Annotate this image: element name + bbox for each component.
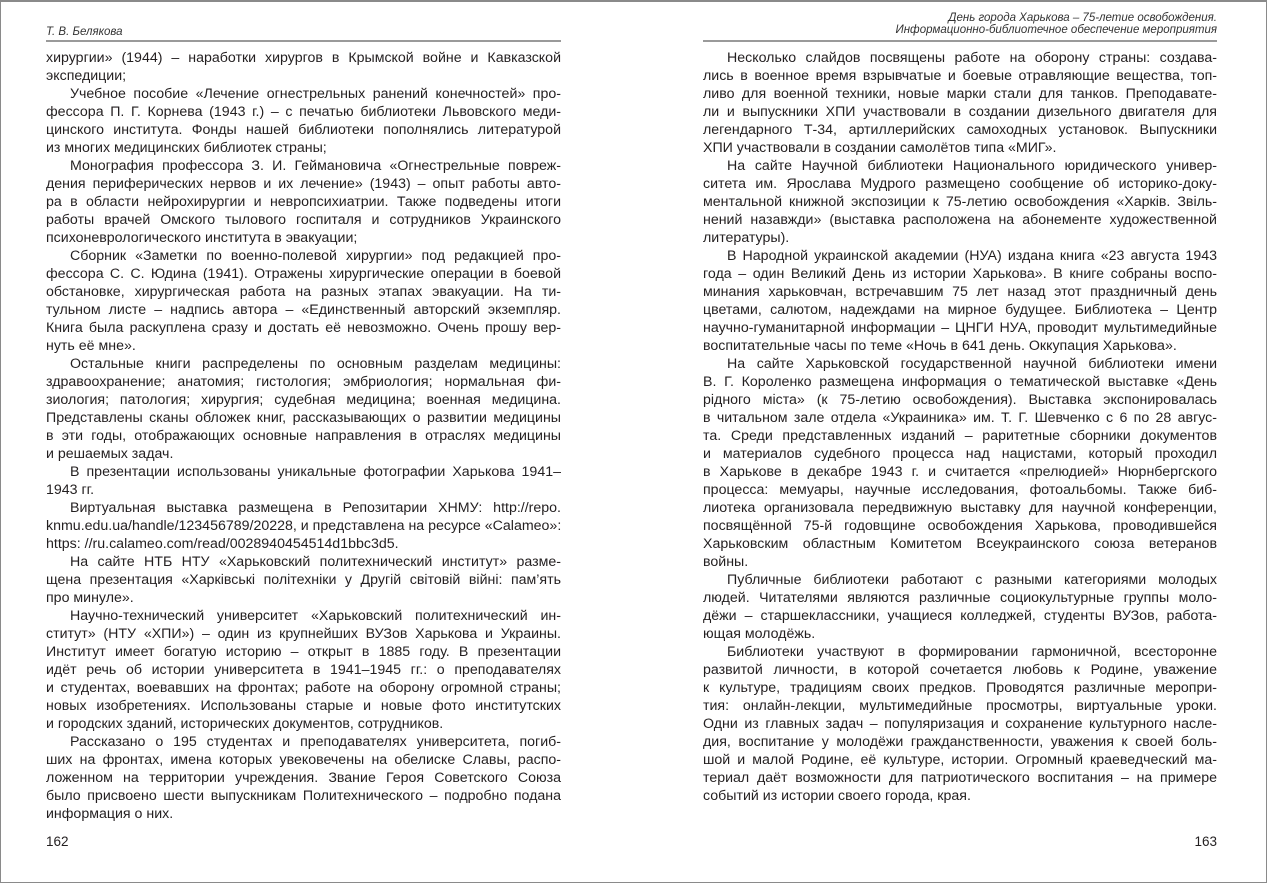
text-line: развитой личности, в которой сочетается любовь к Родине, уважение <box>703 662 1217 678</box>
text-line: и студентах, воевавших на фронтах; работе на оборону огромной страны; <box>46 680 561 696</box>
text-line: хирургии» (1944) – наработки хирургов в Крымской войне и Кавказской <box>46 50 561 66</box>
text-line: нуть её мне». <box>46 338 136 354</box>
text-line: Рассказано о 195 студентах и преподавателях университета, погиб- <box>70 734 561 750</box>
text-line: процесса: мемуары, научные исследования, фотоальбомы. Также биб- <box>703 482 1217 498</box>
text-line: рідного міста» (к 75-летию освобождения). Выставка экспонировалась <box>703 392 1217 408</box>
paragraph <box>703 643 1217 805</box>
text-line: Публичные библиотеки работают с разными категориями молодых <box>727 572 1217 588</box>
text-line: ситета им. Ярослава Мудрого размещено сообщение об историко-доку- <box>703 176 1217 192</box>
text-line: В презентации использованы уникальные фотографии Харькова 1941– <box>70 464 561 480</box>
paragraph <box>703 571 1217 643</box>
text-line: в Харькове в декабре 1943 г. и считается «прелюдией» Нюрнбергского <box>703 464 1217 480</box>
paragraph <box>46 499 561 553</box>
text-line: Научно-технический университет «Харьковский политехнический ин- <box>70 608 561 624</box>
text-line: и городских зданий, исторических документов, сотрудников. <box>46 716 444 732</box>
text-line: цинского института. Фонды нашей библиотеки пополнялись литературой <box>46 122 561 138</box>
text-line: Представлены сканы обложек книг, рассказывающих о развитии медицины <box>46 410 561 426</box>
author-name: Т. В. Белякова <box>46 26 123 38</box>
text-line: фессора С. С. Юдина (1941). Отражены хирургические операции в боевой <box>46 266 561 282</box>
text-line: событий из истории своего города, края. <box>703 788 971 804</box>
page-number: 162 <box>46 834 69 849</box>
text-line: года – один Великий День из истории Харькова». В книге собраны воспо- <box>703 266 1217 282</box>
text-line: экспедиции; <box>46 68 127 84</box>
paragraph <box>703 247 1217 355</box>
text-line: ментальной книжной экспозиции к 75-летию освобождения «Харків. Звіль- <box>703 194 1217 210</box>
text-line: легендарного Т-34, артиллерийских самоходных установок. Выпускники <box>703 122 1217 138</box>
left-page <box>46 0 561 882</box>
text-line: минания харьковчан, встречавшим 75 лет назад этот праздничный день <box>703 284 1217 300</box>
running-head-left <box>46 12 561 42</box>
text-line: ра в области нейрохирургии и невропсихиатрии. Также подведены итоги <box>46 194 561 210</box>
text-line: здравоохранение; анатомия; гистология; эмбриология; нормальная фи- <box>46 374 561 390</box>
text-line: и материалов судебного процесса над нацистами, который проходил <box>703 446 1217 462</box>
text-line: 1943 гг. <box>46 482 95 498</box>
page-number: 163 <box>1194 834 1217 849</box>
text-line: https: //ru.calameo.com/read/0028940454514d1bbc3d5. <box>46 536 399 552</box>
text-line: фессора П. Г. Корнева (1943 г.) – с печатью библиотеки Львовского меди- <box>46 104 561 120</box>
text-line: Остальные книги распределены по основным разделам медицины: <box>70 356 561 372</box>
text-line: ливо для военной техники, новые марки стали для танков. Преподавате- <box>703 86 1217 102</box>
text-line: обстановке, хирургическая работа на разных этапах эвакуации. На ти- <box>46 284 561 300</box>
text-line: та. Среди представленных изданий – раритетные сборники документов <box>703 428 1217 444</box>
text-line: В. Г. Короленко размещена информация о тематической выставке «День <box>703 374 1217 390</box>
paragraph <box>703 355 1217 571</box>
text-line: из многих медицинских библиотек страны; <box>46 140 327 156</box>
paragraph <box>46 733 561 823</box>
text-line: лиотека организовала передвижную выставку для научной конференции, <box>703 500 1217 516</box>
text-line: дёжи – старшеклассники, учащиеся колледжей, студенты ВУЗов, работа- <box>703 608 1217 624</box>
text-line: литературы). <box>703 230 790 246</box>
text-line: На сайте НТБ НТУ «Харьковский политехнический институт» разме- <box>70 554 561 570</box>
text-line: в эти годы, отображающих основные направления в отраслях медицины <box>46 428 561 444</box>
text-line: к культуре, традициям своих предков. Проводятся различные меропри- <box>703 680 1217 696</box>
text-line: лись в военное время взрывчатые и боевые отравляющие вещества, топ- <box>703 68 1217 84</box>
text-line: дения периферических нервов и их лечение» (1943) – опыт работы авто- <box>46 176 561 192</box>
text-line: ститут» (НТУ «ХПИ») – один из крупнейших ВУЗов Харькова и Украины. <box>46 626 561 642</box>
running-head-right <box>703 12 1217 42</box>
text-line: научно-гуманитарной информации – ЦНГИ НУА, проводит мультимедийные <box>703 320 1217 336</box>
text-line: Монография профессора З. И. Геймановича «Огнестрельные повреж- <box>70 158 561 174</box>
text-line: На сайте Харьковской государственной научной библиотеки имени <box>727 356 1217 372</box>
text-line: Библиотеки участвуют в формировании гармоничной, всесторонне <box>727 644 1217 660</box>
text-line: Книга была раскуплена сразу и достать её невозможно. Очень прошу вер- <box>46 320 561 336</box>
running-head-subtitle: Информационно-библиотечное обеспечение мероприятия <box>895 24 1217 36</box>
paragraph <box>46 463 561 499</box>
text-line: Несколько слайдов посвящены работе на оборону страны: создава- <box>727 50 1217 66</box>
text-line: ли и выпускники ХПИ участвовали в создании дизельного двигателя для <box>703 104 1217 120</box>
text-line: ХПИ участвовали в создании самолётов типа «МИГ». <box>703 140 1057 156</box>
text-line: ющая молодёжь. <box>703 626 816 642</box>
text-line: тульном листе – надпись автора – «Единственный авторский экземпляр. <box>46 302 561 318</box>
paragraph <box>703 49 1217 157</box>
text-line: людей. Читателями являются различные социокультурные группы моло- <box>703 590 1217 606</box>
text-line: На сайте Научной библиотеки Национального юридического универ- <box>727 158 1217 174</box>
text-line: тия: онлайн-лекции, мультимедийные просмотры, виртуальные уроки. <box>703 698 1217 714</box>
text-line: психоневрологического института в эвакуации; <box>46 230 358 246</box>
text-line: зиология; патология; хирургия; судебная медицина; военная медицина. <box>46 392 561 408</box>
paragraph <box>46 607 561 733</box>
paragraph <box>46 247 561 355</box>
text-line: цветами, салютом, надеждами на мирное будущее. Библиотека – Центр <box>703 302 1217 318</box>
paragraph <box>703 157 1217 247</box>
text-line: В Народной украинской академии (НУА) издана книга «23 августа 1943 <box>727 248 1217 264</box>
text-line: дия, воспитание у молодёжи гражданственности, уважения к своей боль- <box>703 734 1217 750</box>
text-line: в читальном зале отдела «Украиника» им. Т. Г. Шевченко с 6 по 28 авгус- <box>703 410 1217 426</box>
text-line: ших на фронтах, имена которых увековечены на обелиске Славы, распо- <box>46 752 561 768</box>
text-line: идёт речь об истории университета в 1941–1945 гг.: о преподавателях <box>46 662 561 678</box>
paragraph <box>46 49 561 85</box>
text-line: и решаемых задач. <box>46 446 174 462</box>
text-line: щена презентация «Харківські політехніки у Другій світовій війні: пам’ять <box>46 572 561 588</box>
left-page-body <box>46 49 561 823</box>
text-line: Институт имеет богатую историю – открыт в 1885 году. В презентации <box>46 644 561 660</box>
text-line: работы врачей Омского тылового госпиталя и сотрудников Украинского <box>46 212 561 228</box>
text-line: информация о них. <box>46 806 174 822</box>
text-line: про минуле». <box>46 590 134 606</box>
text-line: войны. <box>703 554 749 570</box>
text-line: было присвоено шести выпускникам Политехнического – подробно подана <box>46 788 561 804</box>
text-line: knmu.edu.ua/handle/123456789/20228, и представлена на ресурсе «Calameo»: <box>46 518 562 534</box>
paragraph <box>46 355 561 463</box>
text-line: Учебное пособие «Лечение огнестрельных ранений конечностей» про- <box>70 86 561 102</box>
paragraph <box>46 553 561 607</box>
paragraph <box>46 157 561 247</box>
text-line: Харьковским областным Комитетом Всеукраинского союза ветеранов <box>703 536 1217 552</box>
running-head-title: День города Харькова – 75-летие освобождения. <box>948 12 1217 24</box>
text-line: нений назавжди» (выставка расположена на абонементе художественной <box>703 212 1217 228</box>
text-line: териал даёт возможности для патриотического воспитания – на примере <box>703 770 1217 786</box>
right-page <box>703 0 1217 882</box>
text-line: ложенном на территории учреждения. Звание Героя Советского Союза <box>46 770 561 786</box>
text-line: Одни из главных задач – популяризация и сохранение культурного насле- <box>703 716 1217 732</box>
text-line: воспитательные часы по теме «Ночь в 641 день. Оккупация Харькова». <box>703 338 1177 354</box>
text-line: посвящённой 75-й годовщине освобождения Харькова, проводившейся <box>703 518 1217 534</box>
text-line: новых изобретениях. Использованы старые и новые фото институтских <box>46 698 561 714</box>
text-line: шой и малой Родине, её культуре, истории. Огромный краеведческий ма- <box>703 752 1217 768</box>
paragraph <box>46 85 561 157</box>
right-page-body <box>703 49 1217 805</box>
text-line: Сборник «Заметки по военно-полевой хирургии» под редакцией про- <box>70 248 561 264</box>
text-line: Виртуальная выставка размещена в Репозитарии ХНМУ: http://repo. <box>70 500 561 516</box>
